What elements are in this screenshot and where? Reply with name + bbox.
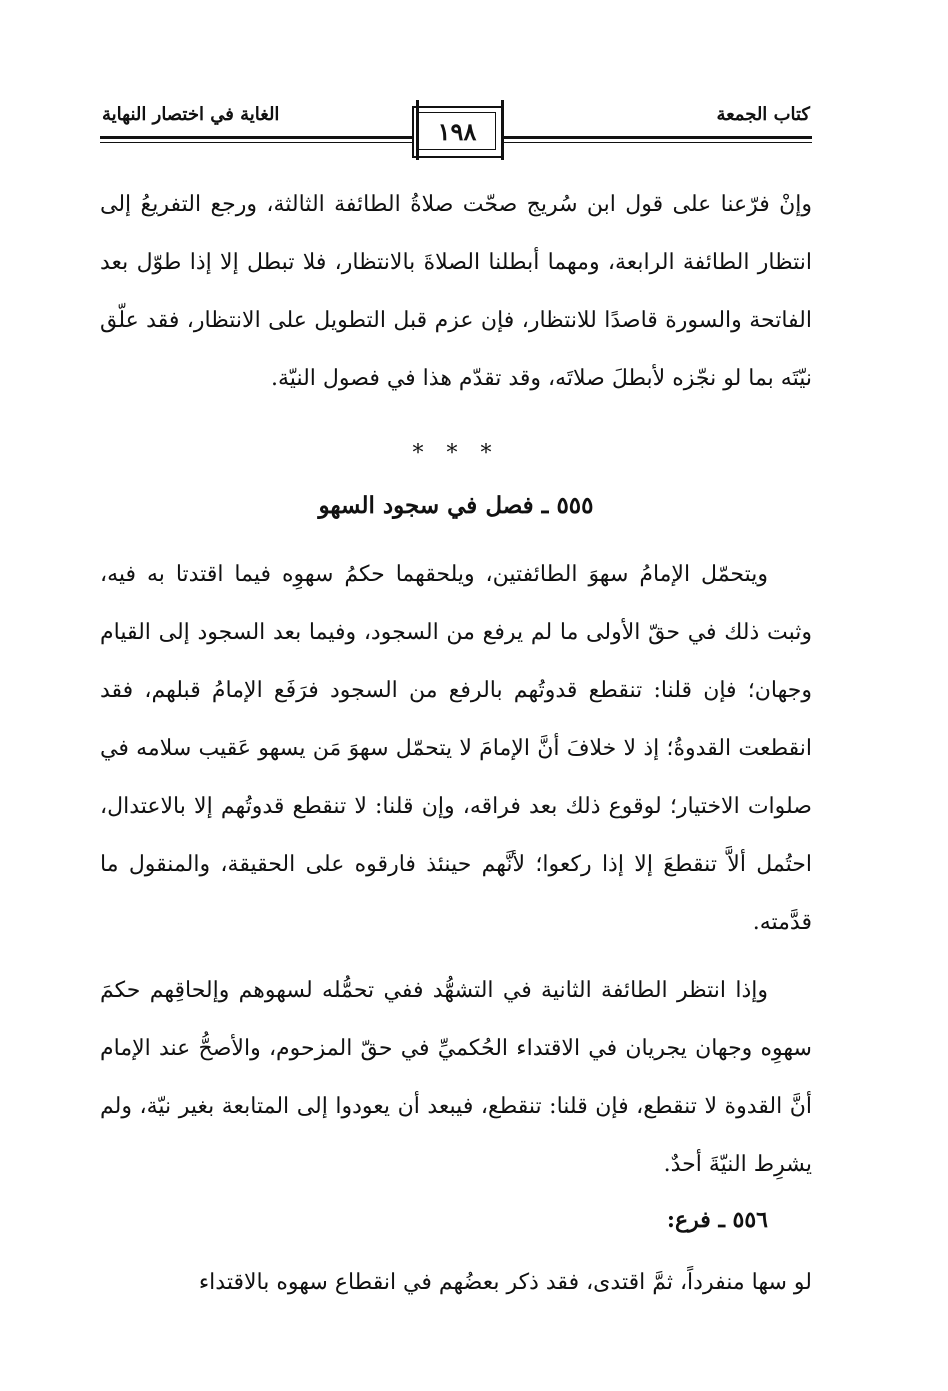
section-separator: * * *: [412, 441, 500, 466]
paragraph-gap: [100, 952, 812, 962]
page-number: ١٩٨: [418, 112, 496, 150]
page-number-frame: [412, 100, 504, 158]
subsection-heading: ٥٥٦ ـ فرع:: [666, 1207, 768, 1233]
paragraph-4: لو سها منفرداً، ثمَّ اقتدى، فقد ذكر بعضُهم في انقطاع سهوه بالاقتداء: [198, 1270, 812, 1295]
page-body: [100, 176, 812, 1312]
paragraph-2: ويتحمّل الإمامُ سهوَ الطائفتين، ويلحقهما حكمُ سهوِه فيما اقتدتا به فيه، وثبت ذلك في حقّ الأولى ما لم يرفع من السجود، وفيما بعد السجود إلى القيام وجهان؛ فإن قلنا: تنقطع قدوتُهم بالرفع من السجود فرَفَع الإمامُ قبلهم، فقد انقطعت القدوةُ؛ إذ لا خلافَ أنَّ الإمامَ لا يتحمّل سهوَ مَن يسهو عَقيب سلامه في صلوات الاختيار؛ لوقوع ذلك بعد فراقه، وإن قلنا: لا تنقطع قدوتُهم إلا بالاعتدال، احتُمل ألاَّ تنقطعَ إلا إذا ركعوا؛ لأنَّهم حينئذ فارقوه على الحقيقة، والمنقول ما قدَّمته.: [100, 562, 812, 935]
page-header: [100, 100, 812, 160]
section-heading: ٥٥٥ ـ فصل في سجود السهو: [318, 492, 594, 519]
paragraph-3: وإذا انتظر الطائفة الثانية في التشهُّد ففي تحمُّله لسهوهم وإلحاقِهم حكمَ سهوِه وجهان يجريان في الاقتداء الحُكميِّ في حقّ المزحوم، والأصحُّ عند الإمام أنَّ القدوة لا تنقطع، فإن قلنا: تنقطع، فيبعد أن يعودوا إلى المتابعة بغير نيّة، ولم يشرِط النيّةَ أحدٌ.: [100, 978, 812, 1177]
paragraph-1: وإنْ فرّعنا على قول ابن سُريج صحّت صلاةُ الطائفة الثالثة، ورجع التفريعُ إلى انتظار الطائفة الرابعة، ومهما أبطلنا الصلاةَ بالانتظار، فلا تبطل إلا إذا طوّل بعد الفاتحة والسورة قاصدًا للانتظار، فإن عزم قبل التطويل على الانتظار، فقد علّق نيّتَه بما لو نجّزه لأبطلَ صلاتَه، وقد تقدّم هذا في فصول النيّة.: [100, 192, 812, 391]
running-book-title: الغاية في اختصار النهاية: [102, 104, 280, 125]
running-chapter-title: كتاب الجمعة: [716, 104, 810, 125]
